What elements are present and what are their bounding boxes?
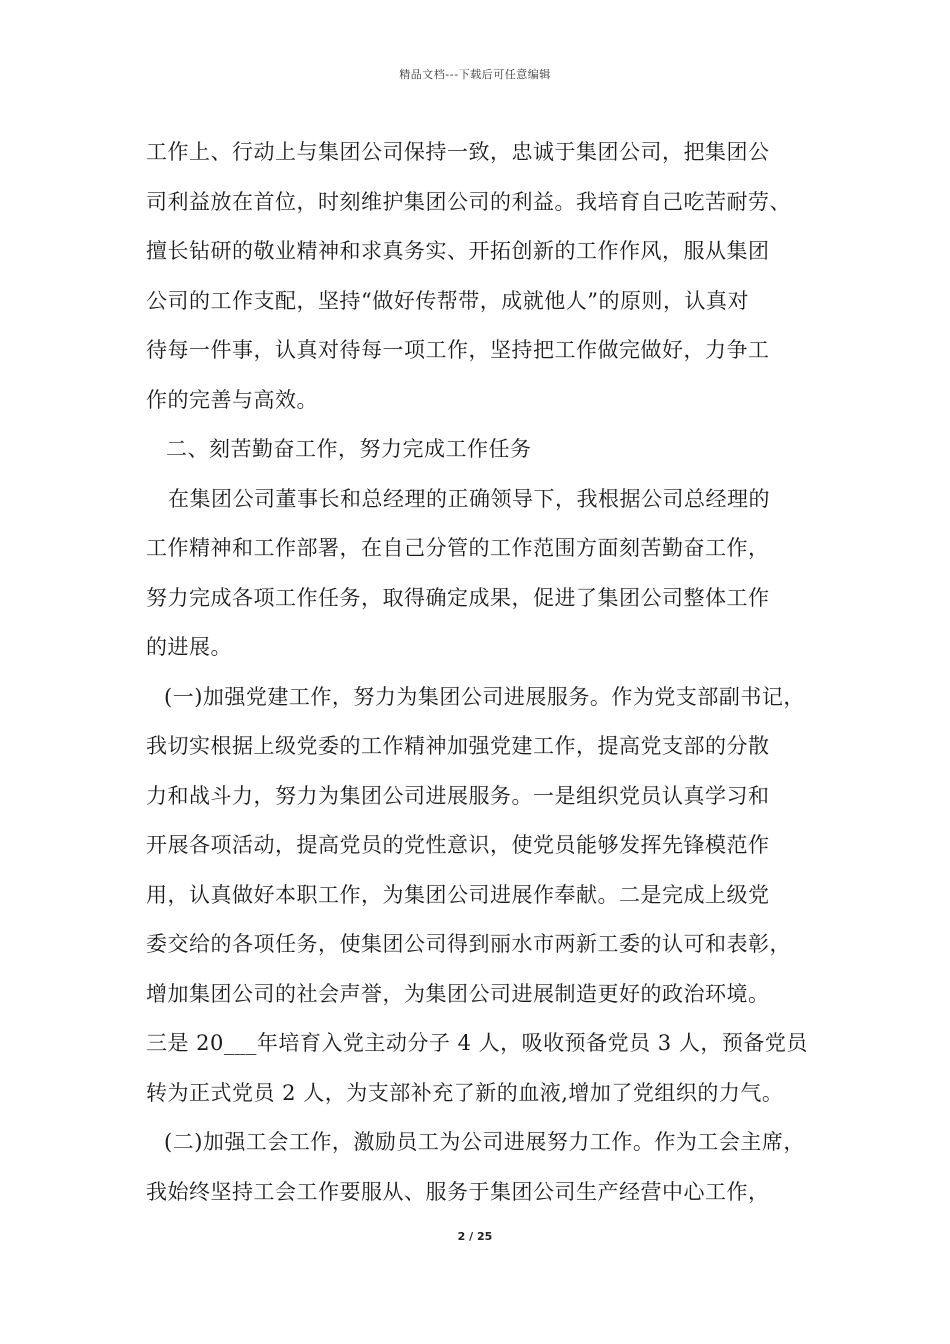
body-line: 三是 20___年培育入党主动分子 4 人，吸收预备党员 3 人，预备党员 — [146, 1031, 808, 1055]
body-line: 的进展。 — [146, 635, 232, 659]
document-body — [146, 128, 810, 1217]
body-line: 我始终坚持工会工作要服从、服务于集团公司生产经营中心工作， — [146, 1179, 770, 1204]
body-line: 开展各项活动，提高党员的党性意识，使党员能够发挥先锋模范作 — [146, 833, 770, 857]
body-line: 我切实根据上级党委的工作精神加强党建工作，提高党支部的分散 — [146, 734, 770, 758]
body-line: 工作精神和工作部署，在自己分管的工作范围方面刻苦勤奋工作， — [146, 536, 770, 560]
body-line: 待每一件事，认真对待每一项工作，坚持把工作做完做好，力争工 — [146, 338, 770, 362]
document-header: 精品文档---下载后可任意编辑 — [399, 68, 551, 81]
body-line: 在集团公司董事长和总经理的正确领导下，我根据公司总经理的 — [168, 486, 770, 511]
body-line: 转为正式党员 2 人，为支部补充了新的血液,增加了党组织的力气。 — [146, 1080, 784, 1105]
body-line: 作的完善与高效。 — [146, 387, 318, 412]
body-line: 司利益放在首位，时刻维护集团公司的利益。我培育自己吃苦耐劳、 — [146, 189, 791, 214]
body-line: 用，认真做好本职工作，为集团公司进展作奉献。二是完成上级党 — [146, 882, 770, 907]
body-line: 公司的工作支配，坚持“做好传帮带，成就他人”的原则，认真对 — [146, 288, 749, 313]
body-line: 力和战斗力，努力为集团公司进展服务。一是组织党员认真学习和 — [146, 783, 770, 808]
body-line: 增加集团公司的社会声誉，为集团公司进展制造更好的政治环境。 — [146, 981, 770, 1006]
subsection-line: (一)加强党建工作，努力为集团公司进展服务。作为党支部副书记， — [164, 684, 805, 709]
body-line: 工作上、行动上与集团公司保持一致，忠诚于集团公司，把集团公 — [146, 140, 770, 164]
body-line: 努力完成各项工作任务，取得确定成果，促进了集团公司整体工作 — [146, 585, 770, 610]
body-line: 擅长钻研的敬业精神和求真务实、开拓创新的工作作风，服从集团 — [146, 239, 770, 263]
section-heading: 二、刻苦勤奋工作，努力完成工作任务 — [166, 437, 532, 461]
body-line: 委交给的各项任务，使集团公司得到丽水市两新工委的认可和表彰， — [146, 932, 791, 956]
subsection-line: (二)加强工会工作，激励员工为公司进展努力工作。作为工会主席， — [164, 1130, 805, 1154]
page-number: 2 / 25 — [457, 1230, 493, 1243]
